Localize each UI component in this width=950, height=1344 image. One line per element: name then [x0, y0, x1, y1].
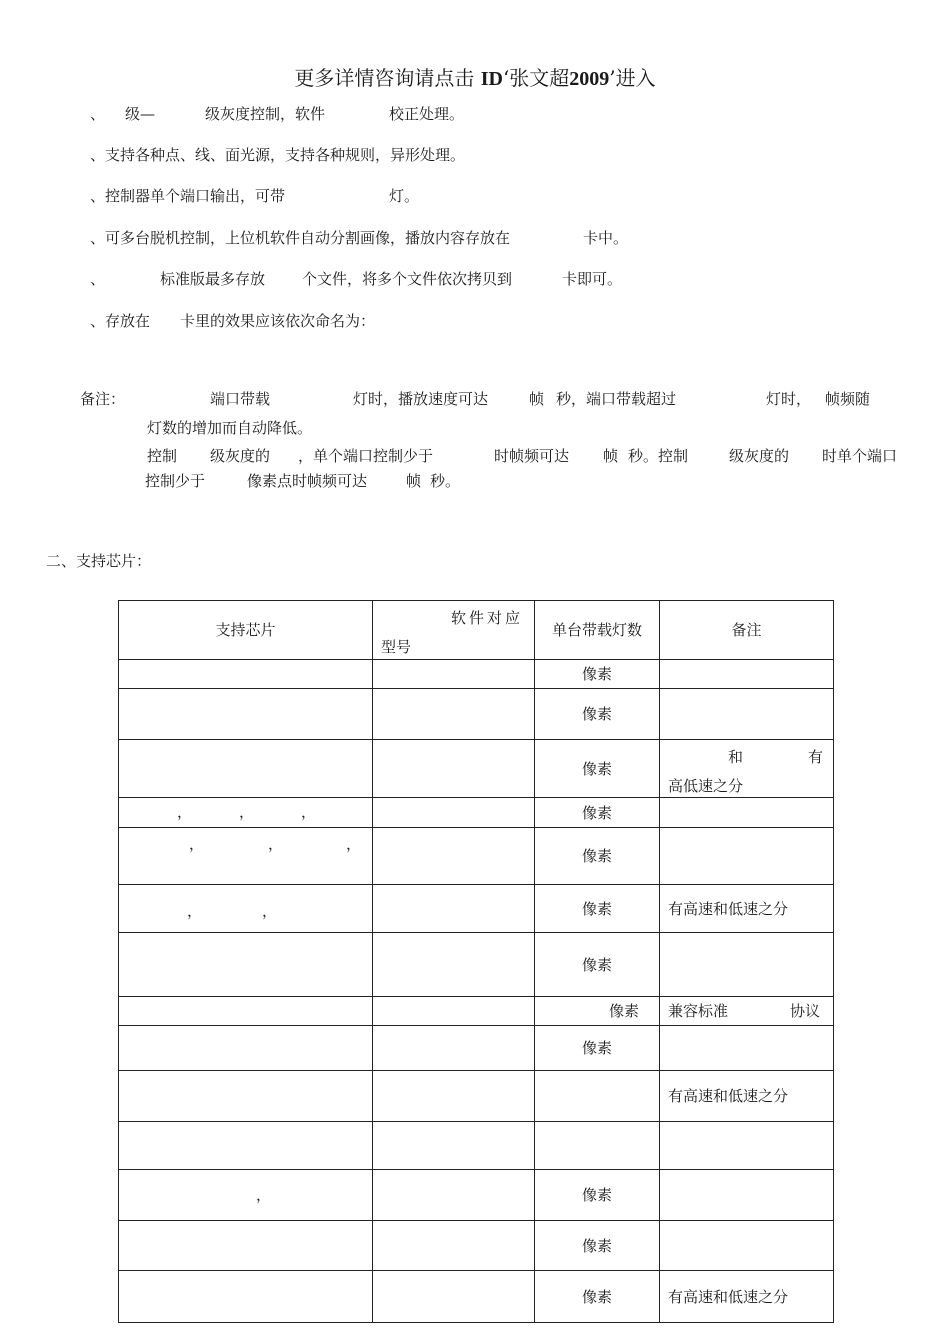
model-cell: [373, 828, 535, 885]
remark-cell: [660, 1122, 834, 1170]
feature-3-part-2: 灯。: [389, 187, 420, 205]
feature-5-part-1: 、: [90, 270, 106, 288]
table-row: [119, 885, 834, 933]
model-cell: [373, 1071, 535, 1122]
chip-separator: ，: [189, 835, 205, 853]
table-header-row: [119, 601, 834, 660]
chip-separator: ，: [256, 1186, 272, 1204]
note-line3-part: 秒。控制: [628, 447, 689, 465]
chip-cell: [119, 1071, 373, 1122]
note-line1-part: 端口带载: [210, 390, 271, 408]
model-cell: [373, 1221, 535, 1271]
chip-separator: ，: [262, 902, 278, 920]
chip-separator: ，: [268, 835, 284, 853]
page-title: 更多详情咨询请点击 ID‘张文超2009’进入: [294, 66, 656, 90]
lamps-cell: 像素: [535, 660, 660, 689]
feature-1-part-3: 级灰度控制，软件: [205, 105, 326, 123]
feature-1-part-4: 校正处理。: [389, 105, 465, 123]
section-heading: 二、支持芯片：: [46, 552, 152, 570]
remark-cell: 有高速和低速之分: [660, 885, 834, 933]
note-line3-part: 控制: [147, 447, 178, 465]
chip-cell: [119, 798, 373, 828]
remark-cell: 有高速和低速之分: [660, 1071, 834, 1122]
lamps-cell: 像素: [535, 689, 660, 740]
table-row: [119, 689, 834, 740]
table-row: [119, 798, 834, 828]
chip-separator: ，: [239, 803, 255, 821]
lamps-cell: 像素: [535, 997, 660, 1026]
lamps-cell: 像素: [535, 1271, 660, 1323]
note-line3-part: 时帧频可达: [494, 447, 570, 465]
header-model-line1: 软件对应: [451, 609, 524, 627]
model-cell: [373, 1026, 535, 1071]
model-cell: [373, 740, 535, 798]
table-row: [119, 740, 834, 798]
chip-separator: ，: [187, 902, 203, 920]
remark-cell: [660, 1170, 834, 1221]
table-row: [119, 1271, 834, 1323]
note-line1-part: 灯时，: [766, 390, 812, 408]
remark-word: 有: [808, 748, 824, 766]
remark-cell: [660, 798, 834, 828]
chip-cell: [119, 1170, 373, 1221]
lamps-cell: 像素: [535, 798, 660, 828]
model-cell: [373, 689, 535, 740]
chip-table: [118, 600, 834, 1323]
chip-cell: [119, 885, 373, 933]
remark-cell: [660, 997, 834, 1026]
model-cell: [373, 1271, 535, 1323]
header-chip: 支持芯片: [119, 601, 373, 660]
table-row: [119, 1122, 834, 1170]
feature-5-part-3: 个文件，将多个文件依次拷贝到: [302, 270, 513, 288]
note-line3-part: ，单个端口控制少于: [298, 447, 434, 465]
model-cell: [373, 660, 535, 689]
feature-3-part-1: 、控制器单个端口输出，可带: [90, 187, 286, 205]
note-line1-part: 帧频随: [825, 390, 871, 408]
note-line2: 灯数的增加而自动降低。: [147, 419, 313, 437]
header-model: [373, 601, 535, 660]
remark-cell: [660, 689, 834, 740]
note-line3-part: 帧: [603, 447, 619, 465]
note-line1-part: 帧: [529, 390, 545, 408]
remark-cell: [660, 660, 834, 689]
chip-separator: ，: [301, 803, 317, 821]
note-line1-part: 秒，端口带载超过: [556, 390, 677, 408]
lamps-cell: 像素: [535, 1170, 660, 1221]
lamps-cell: 像素: [535, 1221, 660, 1271]
note-line4-part: 帧: [406, 472, 422, 490]
table-row: [119, 933, 834, 997]
lamps-cell: [535, 1071, 660, 1122]
lamps-cell: 像素: [535, 933, 660, 997]
feature-5-part-4: 卡即可。: [562, 270, 623, 288]
chip-cell: [119, 933, 373, 997]
table-row: [119, 1221, 834, 1271]
remark-word: 和: [728, 748, 744, 766]
feature-1-part-1: 、: [90, 105, 106, 123]
note-line4-part: 像素点时帧频可达: [247, 472, 368, 490]
note-line3-part: 级灰度的: [210, 447, 271, 465]
header-lamps: 单台带载灯数: [535, 601, 660, 660]
chip-cell: [119, 1271, 373, 1323]
remark-word: 兼容标准: [668, 1002, 729, 1020]
model-cell: [373, 997, 535, 1026]
chip-separator: ，: [346, 835, 362, 853]
note-line4-part: 控制少于: [145, 472, 206, 490]
remark-cell: [660, 1026, 834, 1071]
model-cell: [373, 1170, 535, 1221]
lamps-cell: 像素: [535, 1026, 660, 1071]
table-row: [119, 997, 834, 1026]
model-cell: [373, 933, 535, 997]
feature-4-part-2: 卡中。: [583, 229, 629, 247]
feature-6-part-1: 、存放在: [90, 312, 151, 330]
table-row: [119, 660, 834, 689]
feature-6-part-2: 卡里的效果应该依次命名为：: [180, 312, 376, 330]
remark-word: 协议: [790, 1002, 821, 1020]
lamps-cell: 像素: [535, 740, 660, 798]
header-remark: 备注: [660, 601, 834, 660]
lamps-cell: 像素: [535, 828, 660, 885]
model-cell: [373, 885, 535, 933]
chip-cell: [119, 1026, 373, 1071]
note-label: 备注：: [80, 390, 126, 408]
chip-cell: [119, 828, 373, 885]
chip-cell: [119, 689, 373, 740]
note-line1-part: 灯时，播放速度可达: [353, 390, 489, 408]
chip-cell: [119, 1122, 373, 1170]
remark-cell: [660, 933, 834, 997]
note-line3-part: 级灰度的: [729, 447, 790, 465]
table-row: [119, 1071, 834, 1122]
feature-5-part-2: 标准版最多存放: [160, 270, 266, 288]
table-row: [119, 1026, 834, 1071]
note-line3-part: 时单个端口: [822, 447, 898, 465]
remark-cell: [660, 1221, 834, 1271]
feature-2: 、支持各种点、线、面光源，支持各种规则，异形处理。: [90, 146, 466, 164]
header-model-line2: 型号: [381, 638, 412, 656]
model-cell: [373, 798, 535, 828]
lamps-cell: 像素: [535, 885, 660, 933]
feature-4-part-1: 、可多台脱机控制，上位机软件自动分割画像，播放内容存放在: [90, 229, 511, 247]
feature-1-part-2: 级—: [125, 105, 156, 123]
table-row: [119, 1170, 834, 1221]
remark-line2: 高低速之分: [668, 777, 744, 795]
model-cell: [373, 1122, 535, 1170]
remark-cell: [660, 828, 834, 885]
chip-cell: [119, 1221, 373, 1271]
chip-separator: ，: [177, 803, 193, 821]
lamps-cell: [535, 1122, 660, 1170]
chip-cell: [119, 740, 373, 798]
chip-cell: [119, 660, 373, 689]
remark-cell: 有高速和低速之分: [660, 1271, 834, 1323]
remark-cell: [660, 740, 834, 798]
table-row: [119, 828, 834, 885]
chip-cell: [119, 997, 373, 1026]
note-line4-part: 秒。: [430, 472, 461, 490]
